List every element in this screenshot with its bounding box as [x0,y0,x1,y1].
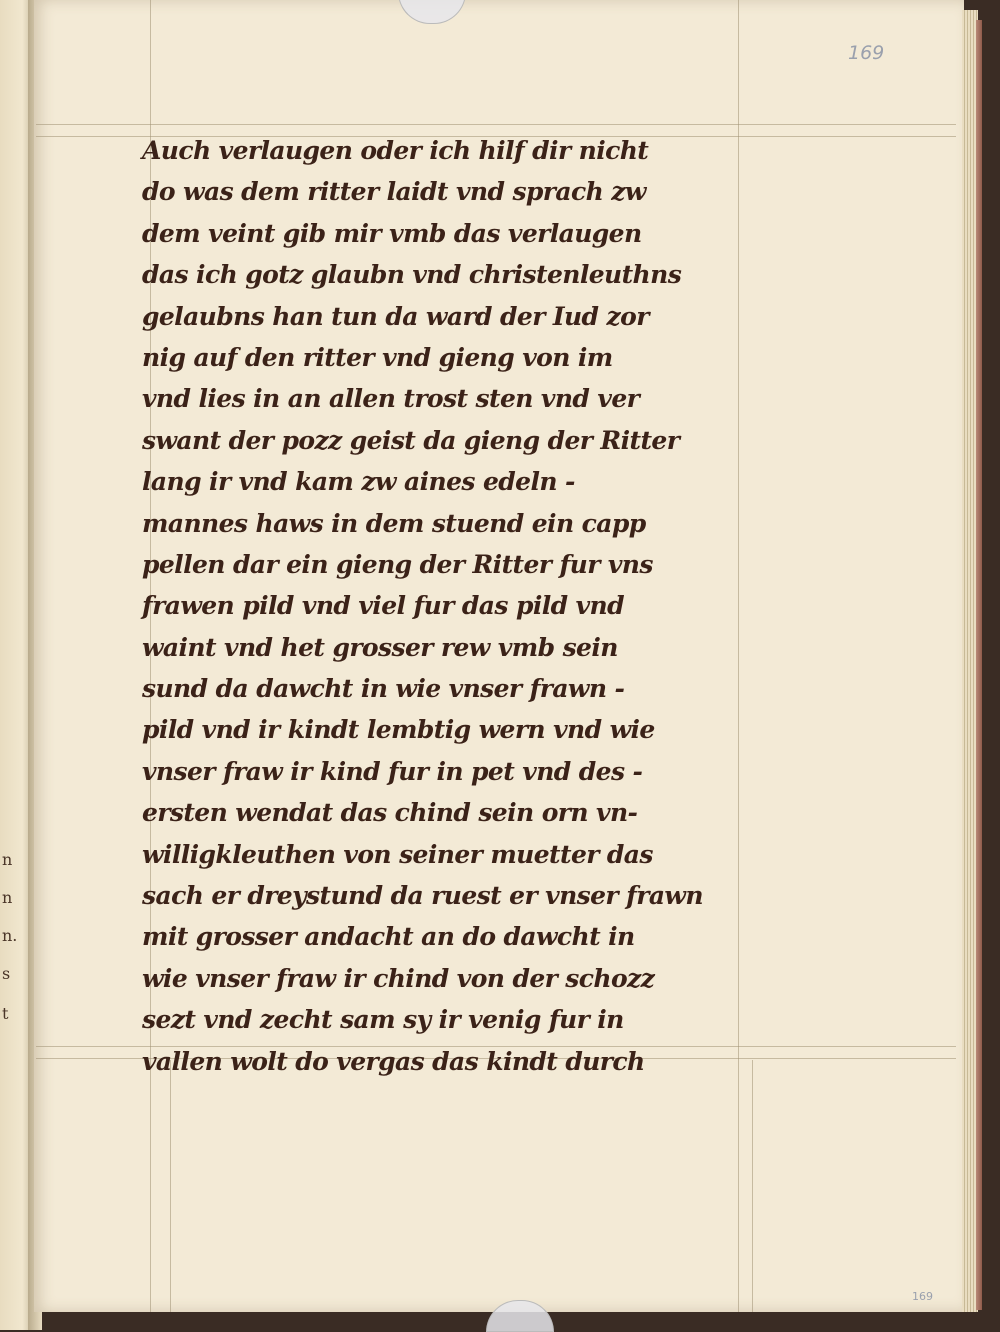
margin-letter: t [2,1004,9,1023]
margin-letter: s [2,964,11,983]
manuscript-line: wie vnser fraw ir chind von der schozz [142,963,655,993]
manuscript-line: vnd lies in an allen trost sten vnd ver [142,384,640,414]
manuscript-line: ersten wendat das chind sein orn vn- [142,798,638,828]
manuscript-line: waint vnd het grosser rew vmb sein [142,632,618,662]
ruling-line-top [36,124,956,125]
manuscript-line: vallen wolt do vergas das kindt durch [142,1046,645,1076]
manuscript-line: Auch verlaugen oder ich hilf dir nicht [142,136,649,165]
manuscript-text-block [142,130,772,1082]
manuscript-line: nig auf den ritter vnd gieng von im [142,342,613,372]
manuscript-line: lang ir vnd kam zw aines edeln - [142,467,575,497]
manuscript-line: willigkleuthen von seiner muetter das [142,839,653,869]
margin-letter: n [2,850,13,869]
ruling-line-right-lower [752,1060,753,1312]
manuscript-line: swant der pozz geist da gieng der Ritter [142,425,680,455]
folio-number: 169 [848,42,885,64]
manuscript-line: sund da dawcht in wie vnser frawn - [142,674,625,704]
manuscript-line: pellen dar ein gieng der Ritter fur vns [142,549,653,579]
manuscript-line: das ich gotz glaubn vnd christenleuthns [142,260,682,290]
page-edge-binding [976,20,982,1310]
manuscript-line: mit grosser andacht an do dawcht in [142,922,635,952]
manuscript-line: vnser fraw ir kind fur in pet vnd des - [142,756,643,786]
manuscript-line: frawen pild vnd viel fur das pild vnd [142,591,625,621]
manuscript-line: pild vnd ir kindt lembtig wern vnd wie [142,715,655,745]
margin-letter: n [2,888,13,907]
folio-number-stamp: 169 [912,1290,933,1303]
margin-letter: n. [2,926,18,945]
manuscript-line: gelaubns han tun da ward der Iud zor [142,301,649,331]
manuscript-line: mannes haws in dem stuend ein capp [142,508,646,538]
manuscript-line: sezt vnd zecht sam sy ir venig fur in [142,1005,624,1035]
manuscript-line: dem veint gib mir vmb das verlaugen [142,218,642,248]
ruling-line-left-lower [170,1060,171,1312]
manuscript-line: sach er dreystund da ruest er vnser frawn [142,881,703,911]
manuscript-line: do was dem ritter laidt vnd sprach zw [142,177,646,207]
